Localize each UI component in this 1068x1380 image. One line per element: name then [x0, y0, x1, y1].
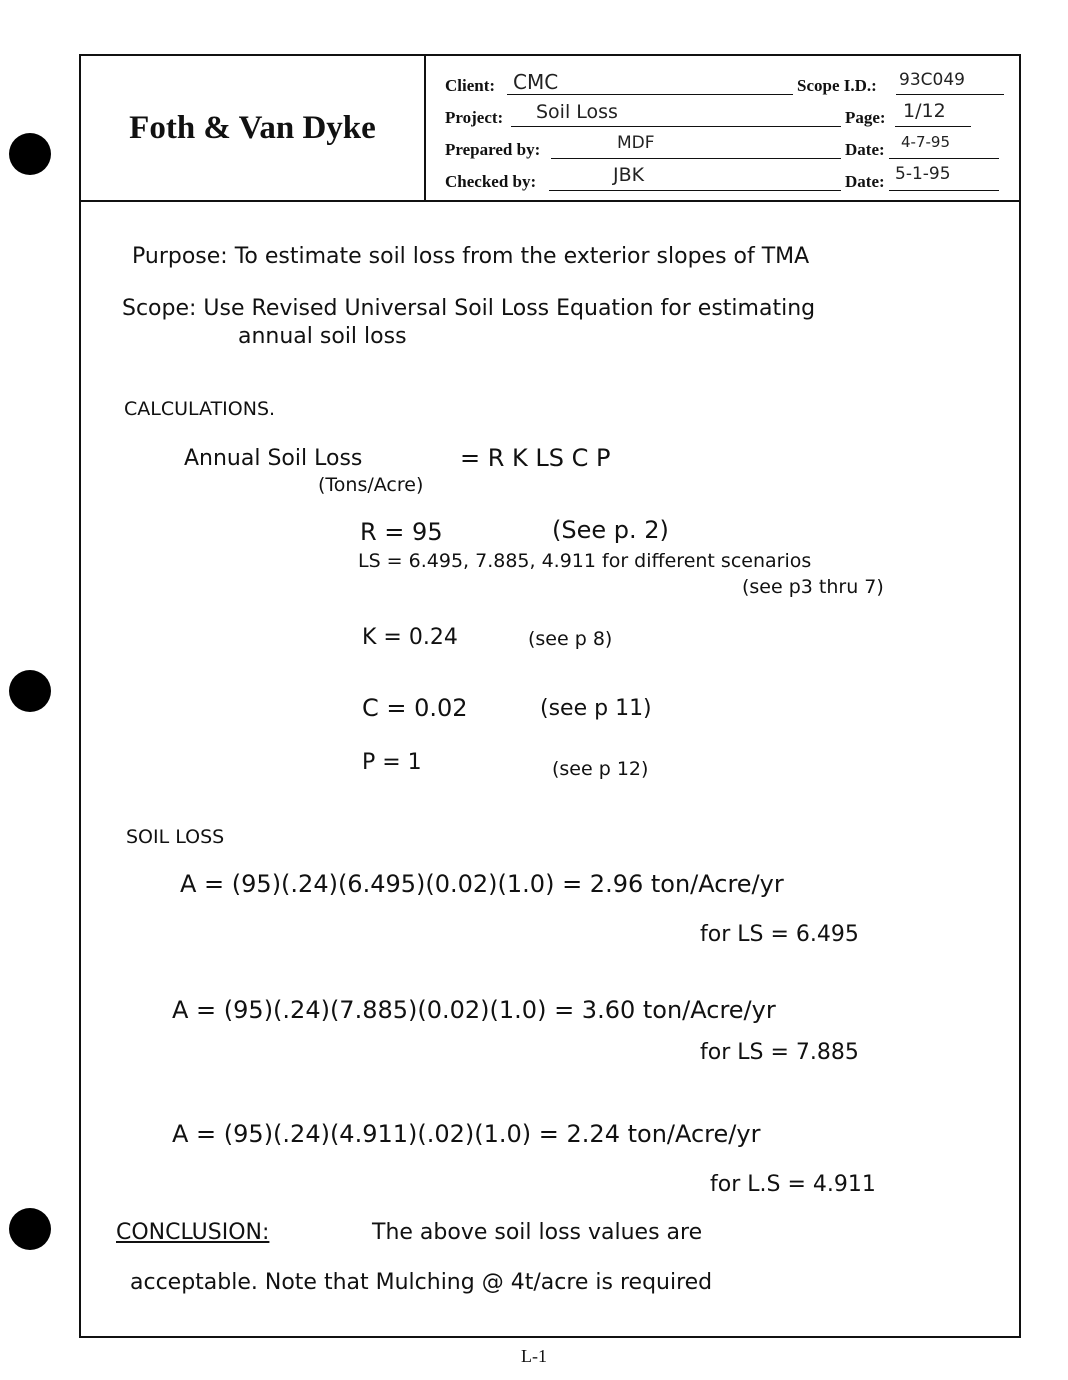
soil-loss-heading: SOIL LOSS: [126, 826, 225, 848]
soil-loss-calc-2: A = (95)(.24)(7.885)(0.02)(1.0) = 3.60 ton/Acre/yr: [172, 996, 776, 1024]
k-factor-ref: (see p 8): [528, 628, 613, 650]
soil-loss-calc-2-condition: for LS = 7.885: [700, 1040, 859, 1065]
soil-loss-calc-1-condition: for LS = 6.495: [700, 922, 859, 947]
r-factor-ref: (See p. 2): [552, 516, 669, 544]
equation-right: = R K LS C P: [460, 444, 611, 472]
soil-loss-calc-3: A = (95)(.24)(4.911)(.02)(1.0) = 2.24 ton/Acre/yr: [172, 1120, 761, 1148]
page-label: Page:: [845, 108, 886, 127]
equation-left: Annual Soil Loss: [184, 446, 363, 471]
prepared-by-line: [551, 136, 841, 159]
project-value: Soil Loss: [536, 101, 618, 123]
scope-id-label: Scope I.D.:: [797, 76, 877, 95]
prepared-by-value: MDF: [617, 133, 655, 153]
checked-by-label: Checked by:: [445, 172, 537, 191]
p-factor: P = 1: [362, 750, 422, 775]
r-factor: R = 95: [360, 518, 443, 546]
soil-loss-calc-3-condition: for L.S = 4.911: [710, 1172, 876, 1197]
c-factor-ref: (see p 11): [540, 696, 652, 721]
p-factor-ref: (see p 12): [552, 758, 649, 780]
binder-hole-top: [9, 133, 51, 175]
date-checked-label: Date:: [845, 172, 885, 191]
scope-text-line1: Scope: Use Revised Universal Soil Loss Equation for estimating: [122, 296, 816, 321]
binder-hole-middle: [9, 670, 51, 712]
scope-id-value: 93C049: [899, 70, 965, 90]
scope-text-line2: annual soil loss: [238, 324, 407, 349]
k-factor: K = 0.24: [362, 625, 458, 650]
prepared-by-label: Prepared by:: [445, 140, 541, 159]
checked-by-line: [549, 168, 841, 191]
equation-units: (Tons/Acre): [318, 474, 424, 496]
project-label: Project:: [445, 108, 504, 127]
ls-factor-ref: (see p3 thru 7): [742, 576, 884, 598]
page-value: 1/12: [903, 100, 946, 122]
company-name: Foth & Van Dyke: [81, 56, 426, 200]
c-factor: C = 0.02: [362, 694, 468, 722]
calculations-heading: CALCULATIONS.: [124, 398, 276, 420]
binder-hole-bottom: [9, 1208, 51, 1250]
client-label: Client:: [445, 76, 496, 95]
purpose-text: Purpose: To estimate soil loss from the exterior slopes of TMA: [132, 244, 810, 269]
title-block: [81, 56, 1019, 202]
soil-loss-calc-1: A = (95)(.24)(6.495)(0.02)(1.0) = 2.96 ton/Acre/yr: [180, 870, 784, 898]
client-value: CMC: [513, 70, 559, 94]
conclusion-text: The above soil loss values are: [372, 1220, 703, 1245]
checked-by-value: JBK: [613, 164, 645, 186]
page-number: L-1: [521, 1346, 547, 1366]
date-checked-value: 5-1-95: [895, 164, 951, 184]
date-prepared-value: 4-7-95: [901, 133, 950, 151]
conclusion-line2: acceptable. Note that Mulching @ 4t/acre is required: [130, 1270, 713, 1295]
date-prepared-label: Date:: [845, 140, 885, 159]
conclusion-label: CONCLUSION:: [116, 1220, 270, 1245]
ls-factor: LS = 6.495, 7.885, 4.911 for different scenarios: [358, 550, 812, 572]
